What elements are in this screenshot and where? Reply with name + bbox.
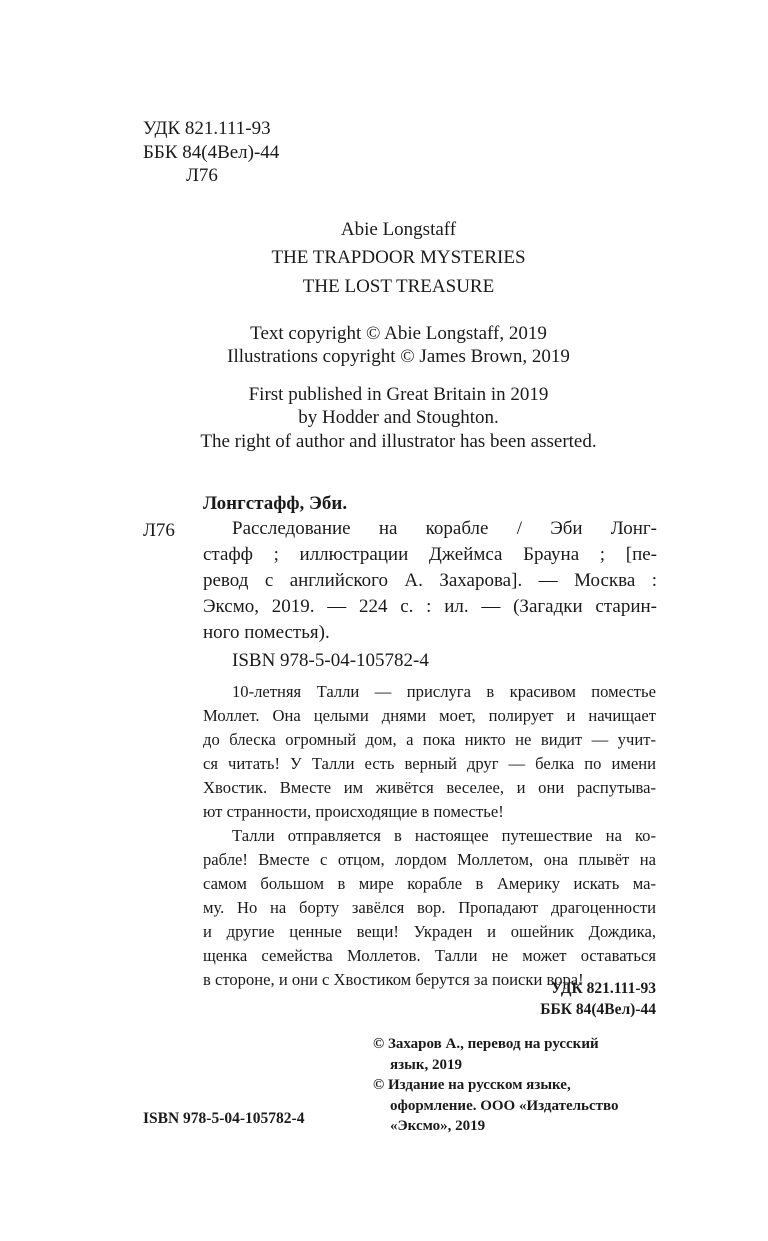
original-title: THE LOST TREASURE (302, 276, 495, 297)
russian-copyrights (373, 1034, 619, 1137)
catalog-line: Расследование на корабле / Эби Лонг- (232, 518, 657, 539)
catalog-line: стафф ; иллюстрации Джеймса Брауна ; [пе- (203, 544, 657, 565)
annotation-line: му. Но на борту завёлся вор. Пропадают драгоценности (203, 898, 656, 917)
catalog-entry (203, 516, 657, 646)
catalog-line: ревод с английского А. Захарова]. — Москва : (203, 570, 657, 591)
annotation-line: Хвостик. Вместе им живётся веселее, и они распутыва- (203, 778, 656, 797)
udk-code: УДК 821.111-93 (143, 118, 271, 139)
catalog-line: ного поместья). (203, 622, 330, 643)
annotation-line: самом большом в мире корабле в Америку искать ма- (203, 874, 656, 893)
text-copyright: Text copyright © Abie Longstaff, 2019 (250, 323, 547, 344)
copyright-line: © Захаров А., перевод на русский (373, 1036, 599, 1052)
rights-asserted: The right of author and illustrator has been asserted. (200, 431, 597, 452)
annotation (203, 680, 656, 992)
udk-code-bottom: УДК 821.111-93 (551, 980, 656, 997)
annotation-line: и другие ценные вещи! Украден и ошейник Дождика, (203, 922, 656, 941)
annotation-line: ся читать! У Талли есть верный друг — белка по имени (203, 754, 656, 773)
annotation-line: 10-летняя Талли — прислуга в красивом поместье (232, 682, 656, 701)
catalog-heading: Лонгстафф, Эби. (203, 493, 348, 514)
catalog-isbn: ISBN 978-5-04-105782-4 (232, 650, 429, 671)
copyright-line: © Издание на русском языке, (373, 1077, 571, 1093)
catalog-line: Эксмо, 2019. — 224 с. : ил. — (Загадки старин- (203, 596, 657, 617)
copyright-line: язык, 2019 (390, 1056, 462, 1073)
annotation-line: Талли отправляется в настоящее путешествие на ко- (232, 826, 656, 845)
annotation-line: Моллет. Она целыми днями моет, полирует и начищает (203, 706, 656, 725)
isbn-bottom: ISBN 978-5-04-105782-4 (143, 1110, 305, 1127)
annotation-line: рабле! Вместе с отцом, лордом Моллетом, она плывёт на (203, 850, 656, 869)
bbk-code-bottom: ББК 84(4Вел)-44 (540, 1001, 656, 1018)
illustrations-copyright: Illustrations copyright © James Brown, 2019 (227, 346, 570, 367)
first-published: First published in Great Britain in 2019 (248, 384, 549, 405)
catalog-code: Л76 (143, 520, 175, 541)
annotation-line: до блеска огромный дом, а пока никто не видит — учит- (203, 730, 656, 749)
original-author: Abie Longstaff (340, 219, 457, 240)
annotation-line: ют странности, происходящие в поместье! (203, 802, 504, 821)
original-series: THE TRAPDOOR MYSTERIES (271, 247, 526, 268)
publisher-line: by Hodder and Stoughton. (298, 407, 499, 428)
copyright-line: «Эксмо», 2019 (390, 1118, 486, 1134)
annotation-line: в стороне, и они с Хвостиком берутся за поиски вора! (203, 970, 584, 989)
bbk-code: ББК 84(4Вел)-44 (143, 142, 280, 163)
annotation-line: щенка семейства Моллетов. Талли не может оставаться (203, 946, 656, 965)
author-sign: Л76 (186, 165, 218, 186)
copyright-line: оформление. ООО «Издательство (390, 1097, 619, 1114)
